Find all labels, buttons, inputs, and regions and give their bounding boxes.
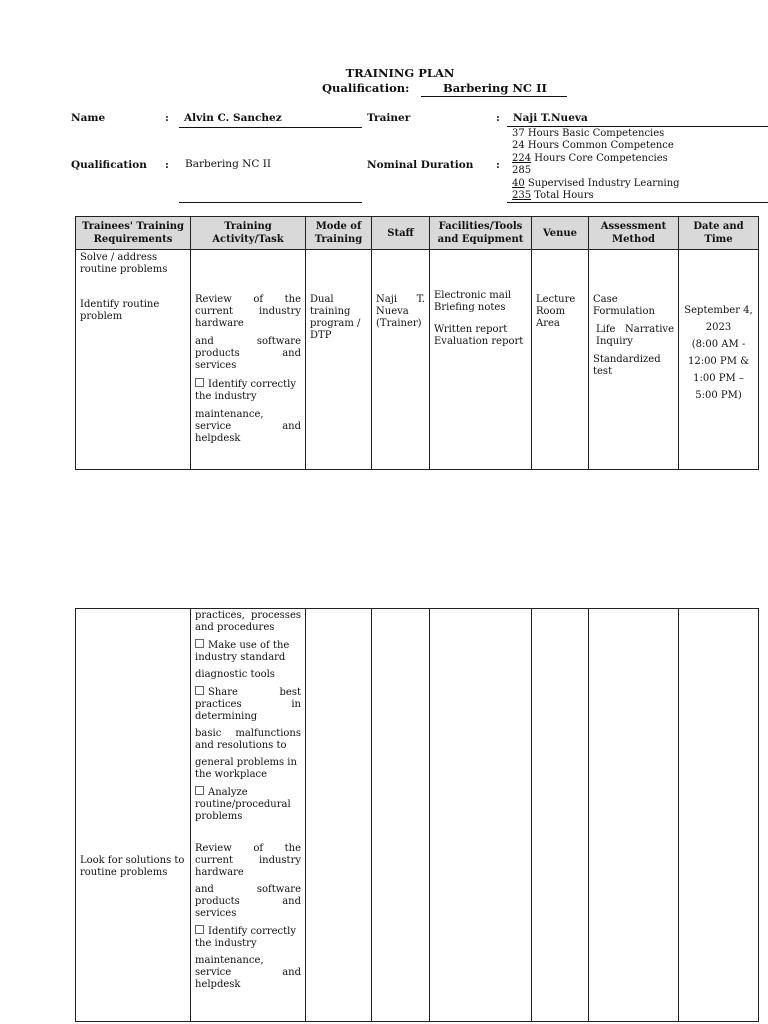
requirement-look-for-solutions: Look for solutions to routine problems <box>80 855 185 878</box>
checkbox-icon <box>195 639 204 648</box>
activity-software: and software products and services <box>195 884 301 919</box>
assessment-narrative: Life Narrative Inquiry <box>596 324 674 347</box>
trainer-label: Trainer <box>367 112 411 124</box>
assessment-test: Standardized test <box>593 354 661 377</box>
activity-make-use: Make use of the industry standard <box>195 640 290 663</box>
time-value: (8:00 AM - 12:00 PM & 1:00 PM – 5:00 PM) <box>687 339 750 401</box>
activity-share: Share best practices in determining <box>195 687 301 722</box>
qualification-header-value: Barbering NC II <box>443 81 547 95</box>
activity-diagnostic: diagnostic tools <box>195 669 275 680</box>
activity-practices: practices, processes and procedures <box>195 610 301 633</box>
activity-review: Review of the current industry hardware <box>195 294 301 329</box>
activity-maintenance: maintenance, service and helpdesk <box>195 955 301 990</box>
header-date: Date and Time <box>679 217 759 250</box>
facilities-cell <box>430 609 532 1022</box>
requirement-solve: Solve / address routine problems <box>80 252 168 275</box>
mode-value: Dual training program / DTP <box>310 294 361 341</box>
header-assessment: Assessment Method <box>589 217 679 250</box>
trainer-colon: : <box>496 112 500 124</box>
training-plan-table <box>75 216 759 470</box>
training-plan-table-continued <box>75 608 759 1022</box>
trainer-value: Naji T.Nueva <box>513 112 588 124</box>
name-colon: : <box>165 112 169 124</box>
mode-cell <box>306 250 372 470</box>
staff-cell <box>372 609 430 1022</box>
name-value: Alvin C. Sanchez <box>184 112 282 124</box>
duration-colon: : <box>496 159 500 171</box>
facilities-cell <box>430 250 532 470</box>
duration-core: 224 Hours Core Competencies <box>512 152 668 164</box>
duration-supervised: 40 Supervised Industry Learning <box>512 177 680 189</box>
header-activity: Training Activity/Task <box>191 217 306 250</box>
header-facilities: Facilities/Tools and Equipment <box>430 217 532 250</box>
activity-software: and software products and services <box>195 336 301 371</box>
facilities-report: Written report Evaluation report <box>434 324 524 347</box>
qualification-underline <box>179 202 362 203</box>
venue-value: Lecture Room Area <box>536 294 576 329</box>
activity-malfunctions: basic malfunctions and resolutions to <box>195 728 301 751</box>
assessment-case: Case Formulation <box>593 294 655 317</box>
qualification-header-label: Qualification: <box>322 81 410 95</box>
facilities-email: Electronic mail Briefing notes <box>434 290 512 313</box>
qualification-colon: : <box>165 159 169 171</box>
date-cell <box>679 609 759 1022</box>
requirements-cell <box>76 250 191 470</box>
date-cell <box>679 250 759 470</box>
checkbox-icon <box>195 378 204 387</box>
activity-review: Review of the current industry hardware <box>195 843 301 878</box>
mode-cell <box>306 609 372 1022</box>
header-requirements: Trainees' Training Requirements <box>76 217 191 250</box>
duration-total: 235 Total Hours <box>512 190 594 202</box>
activity-general: general problems in the workplace <box>195 757 297 780</box>
document-title: TRAINING PLAN <box>345 66 455 80</box>
trainer-underline <box>507 126 768 127</box>
qualification-header-underline <box>421 96 567 97</box>
name-label: Name <box>71 112 106 124</box>
activity-identify: Identify correctly the industry <box>195 926 297 949</box>
requirement-identify: Identify routine problem <box>80 299 160 322</box>
staff-value: Naji T. Nueva (Trainer) <box>376 294 425 329</box>
table-row <box>76 609 759 1022</box>
requirements-cell <box>76 609 191 1022</box>
duration-subtotal: 285 <box>512 165 532 177</box>
assessment-cell <box>589 250 679 470</box>
header-mode: Mode of Training <box>306 217 372 250</box>
checkbox-icon <box>195 686 204 695</box>
activity-maintenance: maintenance, service and helpdesk <box>195 409 301 444</box>
name-underline <box>179 127 362 128</box>
duration-basic: 37 Hours Basic Competencies <box>512 128 665 139</box>
header-venue: Venue <box>532 217 589 250</box>
table-header-row <box>76 217 759 250</box>
qualification-label: Qualification <box>71 159 147 171</box>
header-staff: Staff <box>372 217 430 250</box>
qualification-value: Barbering NC II <box>185 158 271 170</box>
duration-common: 24 Hours Common Competence <box>512 140 674 152</box>
activity-analyze: Analyze routine/procedural problems <box>195 787 291 822</box>
duration-breakdown <box>512 128 680 202</box>
table-row <box>76 250 759 470</box>
checkbox-icon <box>195 786 204 795</box>
duration-label: Nominal Duration <box>367 159 474 171</box>
date-value: September 4, 2023 <box>684 305 753 333</box>
assessment-cell <box>589 609 679 1022</box>
activity-cell <box>191 609 306 1022</box>
duration-underline <box>507 202 768 203</box>
checkbox-icon <box>195 925 204 934</box>
activity-identify: Identify correctly the industry <box>195 379 297 402</box>
activity-cell <box>191 250 306 470</box>
venue-cell <box>532 609 589 1022</box>
staff-cell <box>372 250 430 470</box>
venue-cell <box>532 250 589 470</box>
